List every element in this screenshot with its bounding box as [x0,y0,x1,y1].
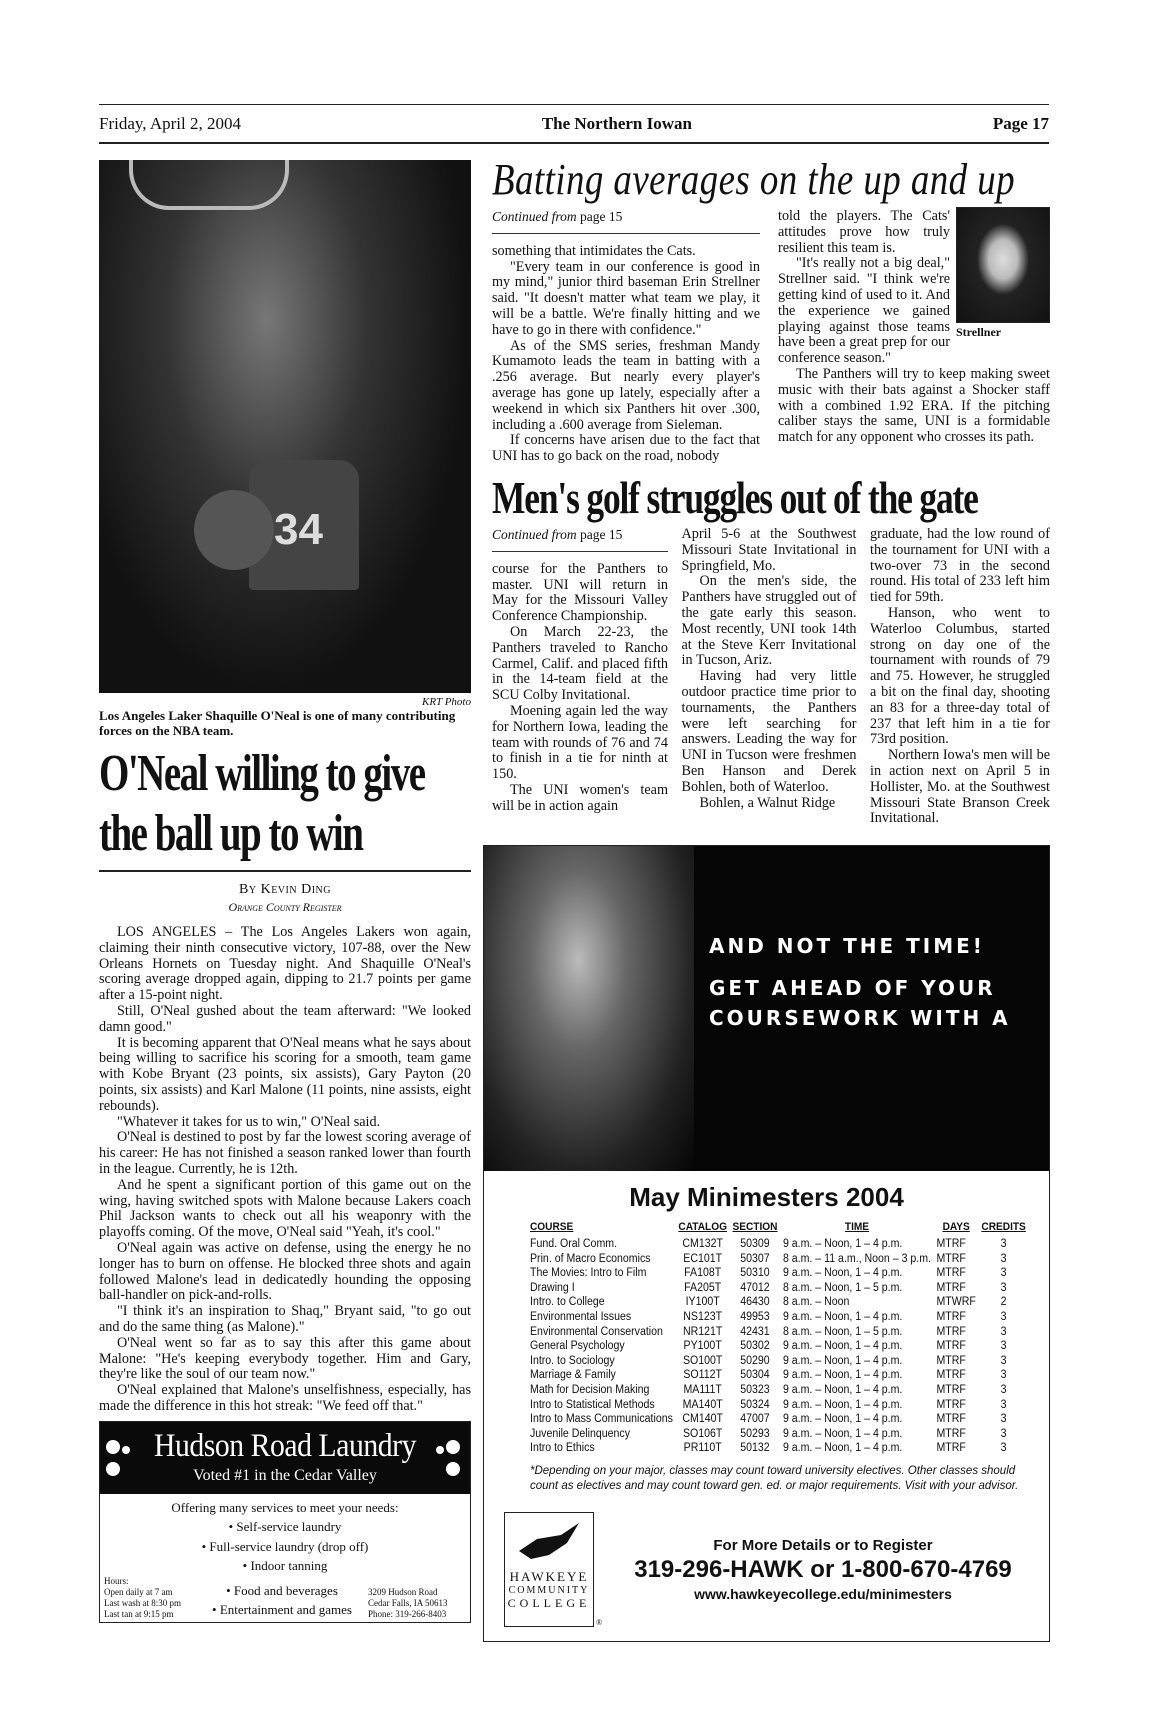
table-cell: 50302 [740,1340,770,1353]
table-row [530,1354,1031,1369]
table-cell: PR110T [683,1442,722,1455]
paragraph: If concerns have arisen due to the fact that UNI has to go back on the road, nobody [492,432,760,465]
table-cell: NS123T [683,1311,723,1324]
table-cell: SO100T [682,1354,723,1367]
paragraph: graduate, had the low round of the tournament for UNI with a two-over 73 in the second round. His total of 233 left him tied for 59th. [870,525,1050,606]
table-header [530,1221,1031,1237]
table-cell: 50324 [740,1398,770,1411]
ad-footnote: *Depending on your major, classes may count toward university electives. Other classes should count as electives and may count toward gen. ed. or major requirements. Visit with your advisor. [530,1465,1019,1492]
paragraph: O'Neal again was active on defense, using the energy he no longer has to burn on offense. He blocked three shots and again followed Malone's lead in dedicatedly hounding the opposing ball-handler on pick-and-rolls. [99,1239,471,1304]
paper-name: The Northern Iowan [541,113,692,133]
paragraph: It is becoming apparent that O'Neal means what he says about being willing to sacrifice his scoring for a smooth, team game with Kobe Bryant (23 points, six assists), Gary Payton (20 points, six assists) and Karl Malone (11 points, nine assists, eight rebounds). [99,1034,471,1114]
paragraph: On the men's side, the Panthers have struggled out of the gate early this season. Most recently, UNI took 14th at the Steve Kerr Invitational in Tucson, Ariz. [681,573,857,669]
page-number: Page 17 [992,113,1049,133]
table-cell: MTRF [936,1340,966,1353]
table-cell: 8 a.m. – Noon [782,1296,850,1309]
table-cell: 3 [1000,1369,1007,1382]
paragraph: Having had very little outdoor practice time prior to tournaments, the Panthers were left searching for answers. Leading the way for UNI in Tucson were freshmen Ben Hanson and Derek Bohlen, both of Waterloo. [681,668,857,795]
golf-columns [483,527,1050,827]
table-cell: 49953 [740,1311,770,1324]
golf-column-2 [682,527,857,827]
table-row [530,1252,1031,1267]
logo-text: HAWKEYE [509,1569,589,1584]
continued-label: Continued from [492,526,577,542]
table-cell: 3 [1000,1281,1007,1294]
ad-title: May Minimesters 2004 [629,1182,904,1213]
table-cell: Juvenile Delinquency [530,1427,630,1440]
table-cell: Environmental Conservation [530,1325,663,1338]
table-row [530,1383,1031,1398]
table-cell: CM132T [682,1238,723,1251]
table-cell: 9 a.m. – Noon, 1 – 4 p.m. [782,1354,903,1367]
table-cell: MTRF [936,1252,966,1265]
table-cell: 3 [1000,1398,1007,1411]
table-row [530,1295,1031,1310]
scientist-photo [484,846,694,1171]
table-cell: 3 [1000,1252,1007,1265]
column-header: SECTION [732,1221,778,1234]
table-cell: MTRF [936,1398,966,1411]
hours-line: Open daily at 7 am [104,1586,173,1597]
logo-text: COLLEGE [507,1596,591,1610]
table-cell: 3 [1000,1384,1007,1397]
table-cell: 9 a.m. – Noon, 1 – 4 p.m. [782,1238,903,1251]
hoop-rim [129,160,289,210]
table-cell: MTRF [936,1325,966,1338]
headline-line: O'Neal willing to give [99,745,425,802]
batting-headline-wrap [483,155,1050,209]
laundry-services-more [196,1581,368,1620]
headline-line: the ball up to win [99,805,363,862]
oneal-article-body [99,925,471,1415]
table-cell: 9 a.m. – Noon, 1 – 4 p.m. [782,1369,903,1382]
paragraph: LOS ANGELES – The Los Angeles Lakers won again, claiming their ninth consecutive victory, 107-88, over the New Orleans Hornets on Tuesday night. And Shaquille O'Neal's scoring average dropped again, dipping to 21.7 points per game after a 15-point night. [99,924,471,1004]
column-header: COURSE [530,1221,574,1234]
table-cell: 47012 [740,1281,770,1294]
table-cell: EC101T [683,1252,723,1265]
batting-column-1 [492,209,760,465]
table-cell: 8 a.m. – Noon, 1 – 5 p.m. [782,1281,903,1294]
table-cell: MTRF [936,1413,966,1426]
table-cell: 42431 [740,1325,770,1338]
hawkeye-logo [504,1512,594,1627]
service-item: • Food and beverages [226,1582,338,1598]
batting-column-2 [778,209,1050,465]
table-cell: 3 [1000,1413,1007,1426]
table-cell: 3 [1000,1267,1007,1280]
paragraph: course for the Panthers to master. UNI will return in May for the Missouri Valley Conference Championship. [492,560,668,625]
headshot-image [956,207,1050,323]
table-row [530,1237,1031,1252]
table-cell: MTRF [936,1281,966,1294]
address-line: Phone: 319-266-8403 [368,1608,447,1619]
service-item: • Entertainment and games [212,1602,352,1618]
table-cell: MTRF [936,1427,966,1440]
table-cell: 46430 [740,1296,770,1309]
table-cell: 50307 [740,1252,770,1265]
paragraph: The UNI women's team will be in action again [492,781,668,814]
table-cell: Fund. Oral Comm. [530,1238,618,1251]
paragraph: O'Neal is destined to post by far the lowest scoring average of his career: He has not finished a season ranked lower than fourth in the league. Currently, he is 12th. [99,1129,471,1177]
golf-headline-wrap [483,473,1050,527]
table-cell: The Movies: Intro to Film [530,1267,647,1280]
slogan-line: AND NOT THE TIME! [709,934,985,959]
table-cell: 50309 [740,1238,770,1251]
table-cell: 3 [1000,1238,1007,1251]
column-header: CREDITS [981,1221,1026,1234]
table-cell: 3 [1000,1442,1007,1455]
slogan-line: GET AHEAD OF YOUR [709,976,996,1001]
table-cell: MTRF [936,1238,966,1251]
golf-headline: Men's golf struggles out of the gate [492,471,978,523]
oneal-headline [99,744,471,864]
table-cell: MTWRF [936,1296,976,1309]
laundry-bottom-row [100,1576,470,1622]
call-to-action [608,1537,1038,1602]
service-item: • Full-service laundry (drop off) [201,1538,369,1554]
paragraph: O'Neal explained that Malone's unselfishness, especially, has made the difference in this hot streak: "We feed off that." [99,1382,471,1414]
issue-date: Friday, April 2, 2004 [99,113,241,133]
minimester-ad [483,845,1050,1642]
table-cell: Intro to Statistical Methods [530,1398,655,1411]
page-header [99,104,1049,144]
logo-text: COMMUNITY [508,1585,590,1596]
cta-text: For More Details or to Register [713,1537,933,1554]
registered-mark: ® [596,1618,603,1627]
paragraph: April 5-6 at the Southwest Missouri State Invitational in Springfield, Mo. [681,525,857,574]
table-cell: CM140T [682,1413,723,1426]
table-cell: 3 [1000,1340,1007,1353]
paragraph: told the players. The Cats' attitudes prove how truly resilient this team is. [778,208,950,256]
course-table-wrap [530,1221,1049,1456]
table-cell: General Psychology [530,1340,625,1353]
divider [99,870,471,872]
ad-banner [484,846,1049,1171]
table-cell: MTRF [936,1311,966,1324]
table-cell: MTRF [936,1267,966,1280]
eagle-icon [519,1523,579,1563]
column-header: CATALOG [678,1221,727,1234]
laundry-ad-header [100,1422,470,1494]
continued-from [492,527,668,552]
table-cell: Drawing I [530,1281,575,1294]
laundry-subtitle: Voted #1 in the Cedar Valley [193,1466,377,1484]
paragraph: The Panthers will try to keep making sweet music with their bats against a Shocker staff with a combined 1.92 ERA. If the pitching caliber stays the same, UNI is a formidable match for any opponent who crosses its path. [778,365,1050,446]
paragraph: Northern Iowa's men will be in action next on April 5 in Hollister, Mo. at the Southwest Missouri State Branson Creek Invitational. [870,747,1050,827]
address-line: 3209 Hudson Road [368,1586,438,1597]
table-cell: Intro to Ethics [530,1442,595,1455]
table-cell: 3 [1000,1354,1007,1367]
table-cell: Intro. to College [530,1296,605,1309]
table-cell: MA140T [682,1398,723,1411]
table-cell: IY100T [685,1296,720,1309]
paragraph: And he spent a significant portion of this game out on the wing, having switched spots with Malone because Lakers coach Phil Jackson wants to check out all his weaponry with the playoffs coming. Of the move, O'Neal said "Yeah, it's cool." [99,1176,471,1241]
table-cell: 50290 [740,1354,770,1367]
table-row [530,1325,1031,1340]
paragraph: something that intimidates the Cats. [492,242,696,259]
table-cell: 3 [1000,1325,1007,1338]
table-row [530,1441,1031,1456]
course-table [530,1221,1031,1456]
table-cell: Prin. of Macro Economics [530,1252,651,1265]
column-header: DAYS [942,1221,970,1234]
table-cell: Math for Decision Making [530,1384,650,1397]
table-cell: NR121T [682,1325,723,1338]
batting-headline: Batting averages on the up and up [492,155,1016,204]
services-intro: Offering many services to meet your needs: [171,1499,399,1515]
table-row [530,1412,1031,1427]
table-row [530,1310,1031,1325]
paragraph: Hanson, who went to Waterloo Columbus, started strong on day one of the tournament with rounds of 79 and 75. However, he struggled a bit on the final day, shooting an 83 for a three-day total of 237 that left him in a tie for 73rd position. [870,604,1050,748]
paragraph: Bohlen, a Walnut Ridge [699,794,836,811]
table-cell: 9 a.m. – Noon, 1 – 4 p.m. [782,1384,903,1397]
table-cell: 8 a.m. – 11 a.m., Noon – 3 p.m. [782,1252,931,1265]
table-cell: 2 [1000,1296,1007,1309]
oneal-headline-wrap [99,744,471,866]
continued-from [492,209,760,234]
golf-column-3 [870,527,1050,827]
laundry-services [100,1494,470,1576]
slogan-line: COURSEWORK WITH A [709,1006,1011,1031]
table-row [530,1266,1031,1281]
table-cell: 9 a.m. – Noon, 1 – 4 p.m. [782,1311,903,1324]
service-item: • Self-service laundry [228,1519,342,1535]
table-row [530,1281,1031,1296]
headshot-caption: Strellner [956,325,1002,339]
table-cell: MTRF [936,1369,966,1382]
jersey-number: 34 [274,505,323,554]
table-cell: FA108T [684,1267,722,1280]
table-cell: 9 a.m. – Noon, 1 – 4 p.m. [782,1442,903,1455]
table-row [530,1398,1031,1413]
table-cell: Intro. to Sociology [530,1354,615,1367]
paragraph: "Whatever it takes for us to win," O'Neal said. [117,1113,381,1130]
table-row [530,1427,1031,1442]
continued-page: page 15 [580,209,623,224]
byline-org: Orange County Register [228,900,342,914]
table-cell: MTRF [936,1354,966,1367]
paragraph: O'Neal went so far as to say this after this game about Malone: "He's keeping everybody together. Him and Gary, they're like the soul of our team now." [99,1334,471,1383]
batting-columns [483,209,1050,465]
table-row [530,1339,1031,1354]
photo-credit: KRT Photo [421,696,471,708]
ad-slogan [709,931,1011,1033]
address-line: Cedar Falls, IA 50613 [368,1597,448,1608]
left-column [99,160,471,1623]
paragraph: On March 22-23, the Panthers traveled to Rancho Carmel, Calif. and placed fifth in the 14-team field at the SCU Colby Invitational. [492,623,668,704]
table-cell: MTRF [936,1384,966,1397]
paragraph: "It's really not a big deal," Strellner said. "I think we're getting kind of used to it. And the experience we gained playing against those teams have been a great prep for our conference season." [778,255,950,367]
strellner-photo [956,207,1050,340]
photo-caption: Los Angeles Laker Shaquille O'Neal is one of many contributing forces on the NBA team. [99,708,456,738]
table-cell: 9 a.m. – Noon, 1 – 4 p.m. [782,1340,903,1353]
table-cell: SO106T [682,1427,723,1440]
table-cell: 50293 [740,1427,770,1440]
ad-footer [484,1512,1049,1627]
table-cell: SO112T [683,1369,722,1382]
table-cell: 50132 [740,1442,770,1455]
table-cell: 50310 [740,1267,770,1280]
golf-column-1 [492,527,668,827]
hours-line: Hours: [104,1575,129,1586]
basketball [194,490,274,570]
table-cell: 50323 [740,1384,770,1397]
right-column [483,155,1050,1642]
table-cell: Marriage & Family [530,1369,616,1382]
hours-line: Last wash at 8:30 pm [104,1597,181,1608]
table-cell: MA111T [683,1384,722,1397]
laundry-address [368,1587,466,1620]
table-cell: Environmental Issues [530,1311,632,1324]
paragraph: "I think it's an inspiration to Shaq," Bryant said, "to go out and do the same thing (as Malone)." [99,1303,471,1335]
table-cell: 9 a.m. – Noon, 1 – 4 p.m. [782,1398,903,1411]
laundry-title: Hudson Road Laundry [153,1427,417,1464]
table-cell: 3 [1000,1311,1007,1324]
paragraph: Still, O'Neal gushed about the team afterward: "We looked damn good." [99,1002,471,1035]
byline: By Kevin Ding [239,882,331,897]
table-cell: MTRF [936,1442,966,1455]
paragraph: "Every team in our conference is good in my mind," junior third baseman Erin Strellner said. "It doesn't matter what team we play, it will be a battle. We're finally hitting and we have to go in there with confidence." [492,258,760,338]
table-cell: PY100T [683,1340,722,1353]
paragraph: As of the SMS series, freshman Mandy Kumamoto leads the team in batting with a .256 average. But nearly every player's average has gone up lately, especially after a weekend in which six Panthers hit over .300, including a .600 average from Sieleman. [492,337,760,433]
table-row [530,1368,1031,1383]
continued-label: Continued from [492,209,577,224]
table-cell: 47007 [740,1413,770,1426]
table-cell: FA205T [684,1281,722,1294]
table-cell: 9 a.m. – Noon, 1 – 4 p.m. [782,1427,903,1440]
laundry-hours [104,1576,196,1620]
basketball-photo [99,160,471,693]
continued-page: page 15 [580,526,623,542]
table-cell: 3 [1000,1427,1007,1440]
table-cell: Intro to Mass Communications [530,1413,673,1426]
table-cell: 50304 [740,1369,770,1382]
paragraph: Moening again led the way for Northern Iowa, leading the team with rounds of 76 and 74 to finish in a tie for ninth at 150. [492,702,668,783]
table-cell: 9 a.m. – Noon, 1 – 4 p.m. [782,1413,903,1426]
hours-line: Last tan at 9:15 pm [104,1608,174,1619]
phone-numbers: 319-296-HAWK or 1-800-670-4769 [634,1556,1012,1583]
service-item: • Indoor tanning [242,1558,328,1574]
table-cell: 9 a.m. – Noon, 1 – 4 p.m. [782,1267,903,1280]
laundry-ad [99,1421,471,1623]
column-header: TIME [844,1221,870,1234]
website-link[interactable]: www.hawkeyecollege.edu/minimesters [694,1586,952,1602]
table-cell: 8 a.m. – Noon, 1 – 5 p.m. [782,1325,903,1338]
